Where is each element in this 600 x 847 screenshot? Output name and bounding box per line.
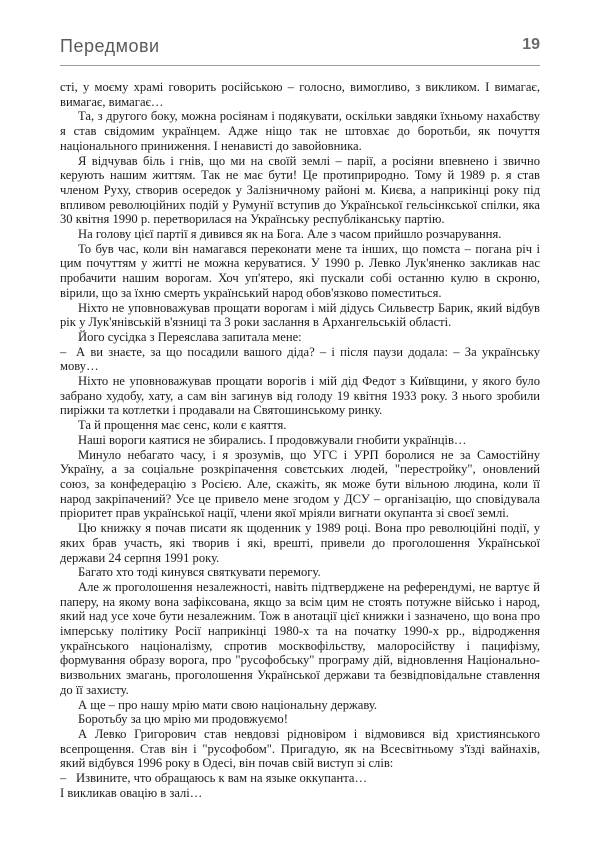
paragraph-text: Извините, что обращаюсь к вам на языке оккупанта…: [76, 771, 368, 786]
paragraph: Цю книжку я почав писати як щоденник у 1989 році. Вона про революційні події, у яких брав участь, які творив і які, врешті, привели до проголошення Української держави 24 серпня 1991 року.: [60, 521, 540, 565]
text-body: [60, 80, 540, 800]
header-rule: [60, 65, 540, 66]
paragraph-text: А ви знаєте, за що посадили вашого діда? – і після паузи додала: – За українську мову…: [60, 344, 540, 374]
paragraph: Але ж проголошення незалежності, навіть підтверджене на референдумі, не вартує й паперу, на якому вона зафіксована, якщо за всім цим не стоять потужне військо і народ, який над усе хоче бути незалежним. Тож в анотації цієї книжки і зазначено, що вона про імперську політику Росії наприкінці 1980-х та на початку 1990-х рр., відродження українського націоналізму, спротив москвофільству, малоросійству і пацифізму, формування образу ворога, про "русофобську" програму дій, відновлення Національно-визвольних змагань, проголошення Української держави та безвідповідальне ставлення до її захисту.: [60, 579, 540, 697]
paragraph: Та, з другого боку, можна росіянам і подякувати, оскільки завдяки їхньому нахабству я став свідомим українцем. Адже ніщо так не штовхає до боротьби, як почуття національного приниження. І ненависті до завойовника.: [60, 109, 540, 153]
paragraph: А Левко Григорович став невдовзі рідновіром і відмовився від християнського всепрощення. Став він і "русофобом". Пригадую, як на Всесвітньому з'їзді вайнахів, який відбувся 1996 року в Одесі, він почав свій виступ зі слів:: [60, 726, 540, 771]
section-title: Передмови: [60, 36, 160, 56]
paragraph: Ніхто не уповноважував прощати ворогів і мій дід Федот з Київщини, у якого було забрано худобу, хату, а сам він загинув від голоду 19 квітня 1933 року. З нього зробили пиріжки та котлетки і продавали на Святошинському ринку.: [60, 374, 540, 418]
paragraph: сті, у моєму храмі говорить російською – голосно, вимогливо, з викликом. І вимагає, вимагає, вимагає…: [60, 80, 540, 109]
paragraph: Наші вороги каятися не збирались. І продовжували гнобити українців…: [78, 432, 467, 447]
paragraph: На голову цієї партії я дивився як на Бога. Але з часом прийшло розчарування.: [78, 227, 502, 242]
paragraph: То був час, коли він намагався переконати мене та інших, що помста – погана річ і цим почуттям у житті не можна керуватися. У 1990 р. Левко Лук'яненко закликав нас пробачити нашим ворогам. Хоч уп'ятеро, які пускали собі останню кулю в скроню, вірили, що за їхню смерть український народ обов'язково поместиться.: [60, 241, 540, 300]
paragraph: А ще – про нашу мрію мати свою національну державу.: [78, 697, 378, 712]
dialogue-dash: –: [60, 771, 67, 786]
running-head: [60, 36, 540, 62]
paragraph: Ніхто не уповноважував прощати ворогам і мій дідусь Сильвестр Барик, який відбув рік у Лук'янівській в'язниці та 3 роки заслання в Архангельській області.: [60, 300, 540, 330]
paragraph: Минуло небагато часу, і я зрозумів, що УГС і УРП боролися не за Самостійну Україну, а за соціальне розкріпачення совєтських людей, "перестройку", оновлений союз, за конфедерацію з Росією. Але, скажіть, як може бути вільною людина, коли її народ закріпачений? Усе це привело мене згодом у ДСУ – організацію, що сповідувала пріоритет прав української нації, члени якої мріяли вигнати окупанта зі своєї землі.: [60, 447, 540, 521]
paragraph: Його сусідка з Переяслава запитала мене:: [78, 329, 302, 344]
page-number: 19: [522, 36, 540, 53]
paragraph: І викликав овацію в залі…: [60, 785, 203, 800]
paragraph: Багато хто тоді кинувся святкувати перемогу.: [78, 565, 321, 580]
dialogue-dash: –: [60, 344, 67, 359]
paragraph: Я відчував біль і гнів, що ми на своїй землі – парії, а росіяни впевнено і звично керують нашим життям. Так не має бути! Це протиприродно. Тому й 1989 р. я став членом Руху, створив осередок у Залізничному районі м. Києва, а наприкінці року під впливом революційних подій у Румунії вступив до Української гельсінкської спілки, яка 30 квітня 1990 р. перетворилася на Українську республіканську партію.: [60, 153, 540, 227]
paragraph: Та й прощення має сенс, коли є каяття.: [78, 418, 287, 433]
paragraph: Боротьбу за цю мрію ми продовжуємо!: [78, 712, 288, 727]
paragraph: [60, 771, 540, 786]
paragraph: [60, 345, 540, 374]
